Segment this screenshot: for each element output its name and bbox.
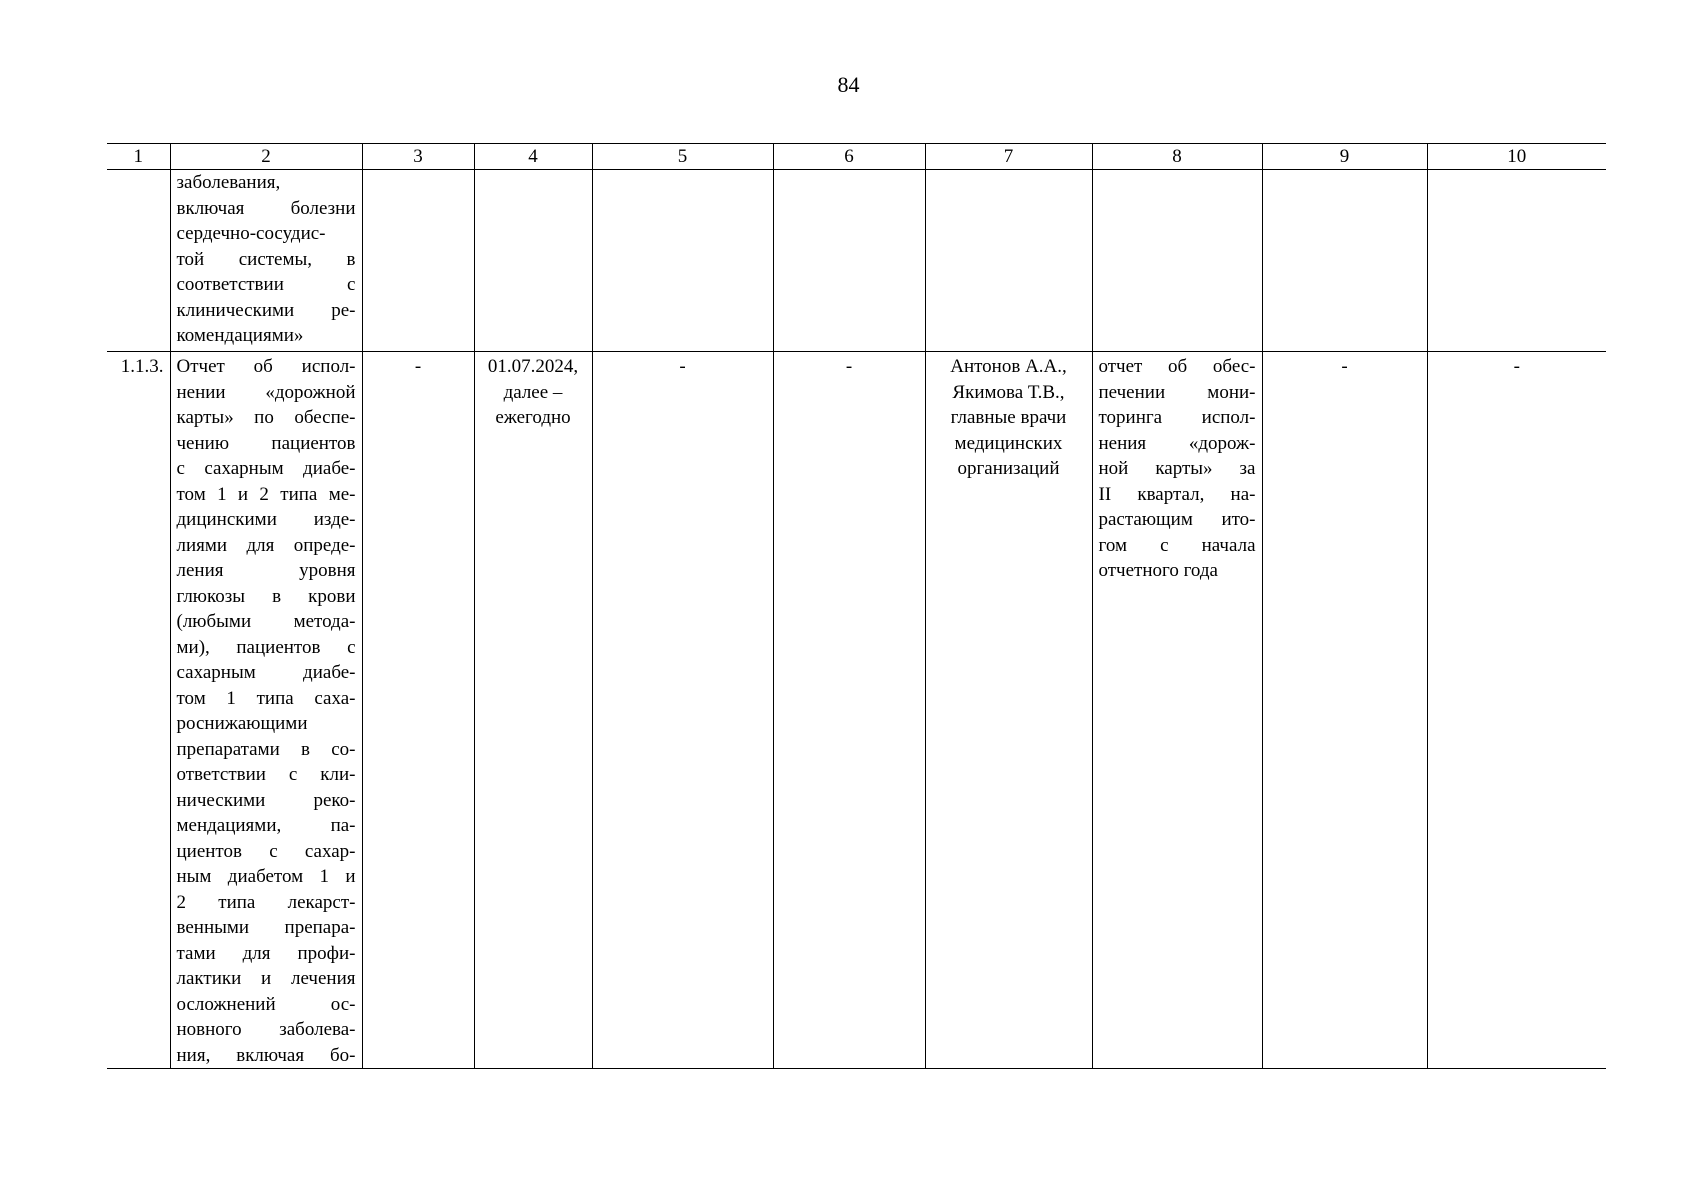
document-table	[107, 143, 1606, 1069]
text-line: той системы, в	[176, 248, 356, 270]
column-header: 1	[107, 144, 170, 170]
text-line: отчетного года	[1098, 560, 1218, 581]
column-header: 4	[474, 144, 592, 170]
column-header: 9	[1262, 144, 1427, 170]
text-line: ной карты» за	[1098, 458, 1256, 479]
text-line: печении мони-	[1098, 381, 1256, 403]
text-line: отчет об обес-	[1098, 356, 1256, 377]
table-cell-dash: -	[1262, 352, 1427, 1069]
text-line: глюкозы в крови	[176, 585, 356, 607]
text-line: мендациями, па-	[176, 815, 356, 836]
text-line: лиями для опреде-	[176, 534, 356, 556]
text-line: новного заболева-	[176, 1019, 356, 1040]
table-row-1-1-3	[107, 352, 1606, 1069]
text-line: том 1 типа саха-	[176, 687, 356, 709]
text-line: торинга испол-	[1098, 407, 1256, 428]
text-line: ми), пациентов с	[176, 636, 356, 658]
text-line: (любыми метода-	[176, 611, 356, 632]
text-line: ления уровня	[176, 560, 356, 581]
text-line: тами для профи-	[176, 942, 356, 964]
column-header: 10	[1427, 144, 1606, 170]
table-cell-dash: -	[592, 352, 773, 1069]
text-line: ническими реко-	[176, 789, 356, 811]
text-line: осложнений ос-	[176, 993, 356, 1015]
table-cell	[362, 170, 474, 352]
column-header: 3	[362, 144, 474, 170]
column-header: 8	[1092, 144, 1262, 170]
text-line: клиническими ре-	[176, 299, 356, 321]
text-line: далее –	[503, 381, 563, 403]
continuation-row	[107, 170, 1606, 352]
column-header: 2	[170, 144, 362, 170]
row-description	[170, 352, 362, 1069]
table-cell	[107, 170, 170, 352]
page-number: 84	[837, 72, 860, 97]
table-cell	[1092, 170, 1262, 352]
text-line: сердечно-сосудис-	[176, 223, 326, 244]
deadline-cell	[474, 352, 592, 1069]
text-line: соответствии с	[176, 274, 356, 295]
table-cell-dash: -	[362, 352, 474, 1069]
table-cell	[925, 170, 1092, 352]
text-line: главные врачи	[950, 407, 1067, 428]
table-cell	[773, 170, 925, 352]
text-line: медицинских	[954, 432, 1063, 454]
text-line: растающим ито-	[1098, 509, 1256, 530]
table-cell	[1427, 170, 1606, 352]
table-cell	[1262, 170, 1427, 352]
text-line: нения «дорож-	[1098, 432, 1256, 454]
text-line: с сахарным диабе-	[176, 458, 356, 479]
text-line: Антонов А.А.,	[950, 356, 1067, 377]
text-line: нении «дорожной	[176, 381, 356, 403]
text-line: 2 типа лекарст-	[176, 891, 356, 913]
column-header: 6	[773, 144, 925, 170]
text-line: чению пациентов	[176, 432, 356, 454]
text-line: венными препара-	[176, 917, 356, 938]
text-line: сахарным диабе-	[176, 662, 356, 683]
text-line: ответствии с кли-	[176, 764, 356, 785]
text-line: комендациями»	[176, 325, 304, 346]
column-header: 7	[925, 144, 1092, 170]
text-line: дицинскими изде-	[176, 509, 356, 530]
text-line: ным диабетом 1 и	[176, 866, 356, 887]
text-line: включая болезни	[176, 197, 356, 219]
text-line: Отчет об испол-	[176, 356, 356, 377]
continuation-description	[170, 170, 362, 352]
text-line: том 1 и 2 типа ме-	[176, 483, 356, 505]
text-line: циентов с сахар-	[176, 840, 356, 862]
text-line: роснижающими	[176, 713, 308, 734]
text-line: лактики и лечения	[176, 968, 356, 989]
text-line: II квартал, на-	[1098, 483, 1256, 505]
responsible-cell	[925, 352, 1092, 1069]
row-number: 1.1.3.	[107, 352, 170, 1069]
text-line: Якимова Т.В.,	[952, 381, 1065, 403]
column-header: 5	[592, 144, 773, 170]
text-line: карты» по обеспе-	[176, 407, 356, 428]
text-line: заболевания,	[176, 172, 281, 193]
table-cell	[592, 170, 773, 352]
text-line: гом с начала	[1098, 534, 1256, 556]
text-line: ежегодно	[495, 407, 571, 428]
table-cell-dash: -	[773, 352, 925, 1069]
text-line: 01.07.2024,	[487, 356, 579, 377]
column-number-row	[107, 144, 1606, 170]
table-cell-dash: -	[1427, 352, 1606, 1069]
text-line: организаций	[957, 458, 1060, 479]
result-cell	[1092, 352, 1262, 1069]
text-line: препаратами в со-	[176, 738, 356, 760]
text-line: ния, включая бо-	[176, 1044, 356, 1066]
table-cell	[474, 170, 592, 352]
